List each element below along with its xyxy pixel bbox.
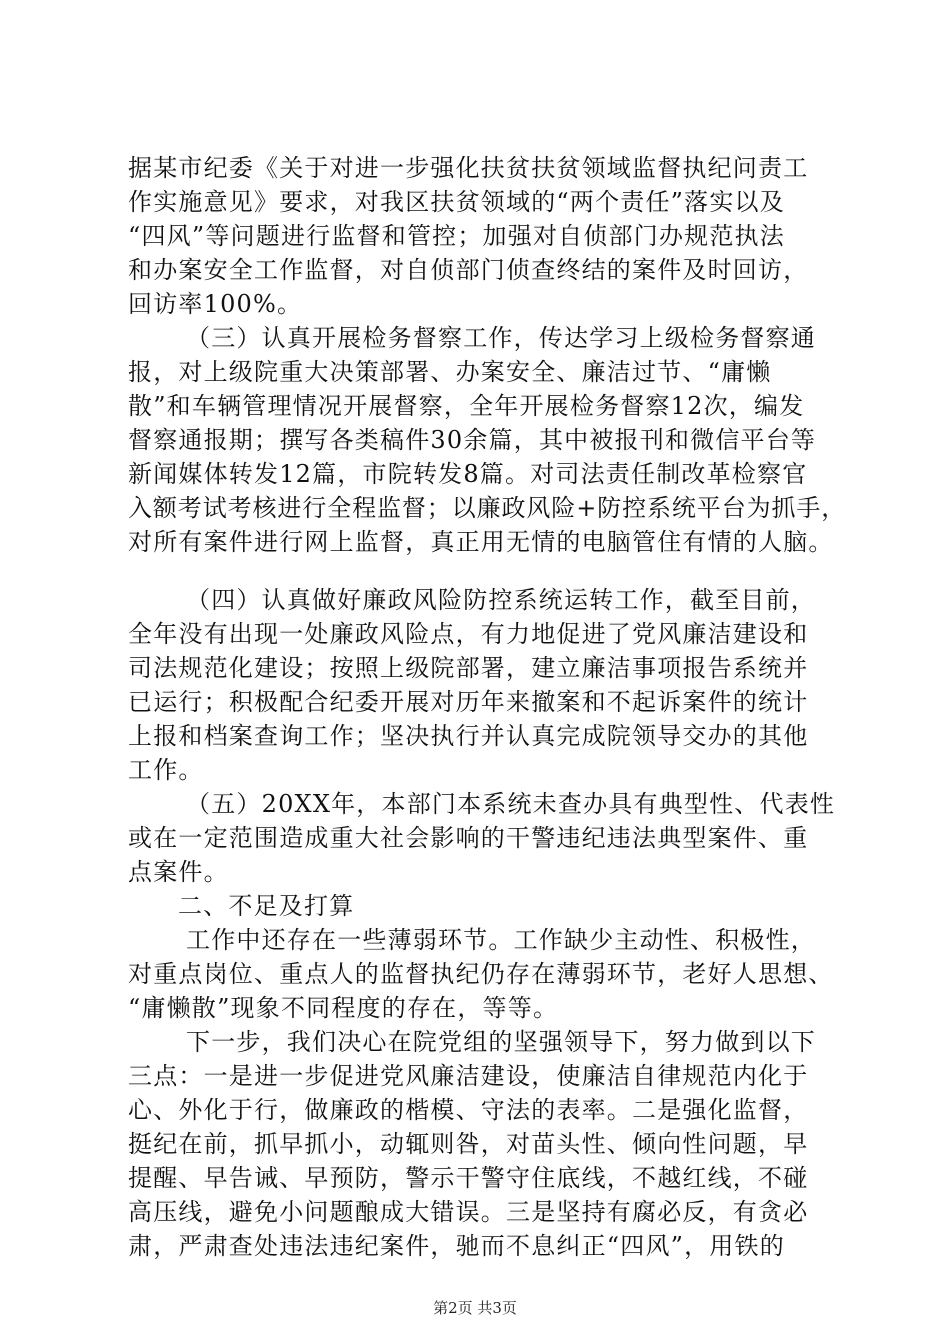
- body-text-line: 对所有案件进行网上监督，真正用无情的电脑管住有情的人脑。: [128, 528, 834, 556]
- body-text-line: “庸懒散”现象不同程度的存在，等等。: [128, 994, 559, 1022]
- body-text-line: 肃，严肃查处违法违纪案件，驰而不息纠正“四风”，用铁的: [128, 1232, 785, 1260]
- paragraph-5-heading-line: （五）20XX年，本部门本系统未查办具有典型性、代表性: [186, 790, 836, 818]
- body-text-line: 点案件。: [128, 858, 229, 886]
- body-text-line: 三点：一是进一步促进党风廉洁建设，使廉洁自律规范内化于: [128, 1062, 809, 1090]
- body-text-line: 督察通报期；撰写各类稿件30余篇，其中被报刊和微信平台等: [128, 426, 817, 454]
- paragraph-4-heading-line: （四）认真做好廉政风险防控系统运转工作，截至目前，: [186, 586, 816, 614]
- body-text-line: 散”和车辆管理情况开展督察，全年开展检务督察12次，编发: [128, 392, 805, 420]
- body-text-line: 挺纪在前，抓早抓小，动辄则咎，对苗头性、倾向性问题，早: [128, 1130, 809, 1158]
- section-heading: 二、不足及打算: [178, 892, 355, 920]
- paragraph-3-heading-line: （三）认真开展检务督察工作，传达学习上级检务督察通: [186, 324, 816, 352]
- body-text-line: 工作。: [128, 756, 204, 784]
- body-text-line: 作实施意见》要求，对我区扶贫领域的“两个责任”落实以及: [128, 188, 785, 216]
- body-text-line: 心、外化于行，做廉政的楷模、守法的表率。二是强化监督，: [128, 1096, 809, 1124]
- body-text-line: “四风”等问题进行监督和管控；加强对自侦部门办规范执法: [128, 222, 785, 250]
- body-text-line: 报，对上级院重大决策部署、办案安全、廉洁过节、“庸懒: [128, 358, 772, 386]
- body-text-line: 入额考试考核进行全程监督；以廉政风险+防控系统平台为抓手，: [128, 494, 847, 522]
- body-text-line: 全年没有出现一处廉政风险点，有力地促进了党风廉洁建设和: [128, 620, 809, 648]
- body-text-line: 高压线，避免小问题酿成大错误。三是坚持有腐必反，有贪必: [128, 1198, 809, 1226]
- body-text-line: 对重点岗位、重点人的监督执纪仍存在薄弱环节，老好人思想、: [128, 960, 834, 988]
- body-text-line: 提醒、早告诫、早预防，警示干警守住底线，不越红线，不碰: [128, 1164, 809, 1192]
- body-text-line: 和办案安全工作监督，对自侦部门侦查终结的案件及时回访，: [128, 256, 809, 284]
- body-text-line: 下一步，我们决心在院党组的坚强领导下，努力做到以下: [186, 1028, 816, 1056]
- body-text-line: 或在一定范围造成重大社会影响的干警违纪违法典型案件、重: [128, 824, 809, 852]
- page-footer: 第2页 共3页: [433, 1299, 517, 1317]
- body-text-line: 据某市纪委《关于对进一步强化扶贫扶贫领域监督执纪问责工: [128, 154, 809, 182]
- body-text-line: 司法规范化建设；按照上级院部署，建立廉洁事项报告系统并: [128, 654, 809, 682]
- body-text-line: 已运行；积极配合纪委开展对历年来撤案和不起诉案件的统计: [128, 688, 809, 716]
- body-text-line: 工作中还存在一些薄弱环节。工作缺少主动性、积极性，: [186, 926, 816, 954]
- body-text-line: 上报和档案查询工作；坚决执行并认真完成院领导交办的其他: [128, 722, 809, 750]
- body-text-line: 回访率100%。: [128, 290, 303, 318]
- body-text-line: 新闻媒体转发12篇，市院转发8篇。对司法责任制改革检察官: [128, 460, 808, 488]
